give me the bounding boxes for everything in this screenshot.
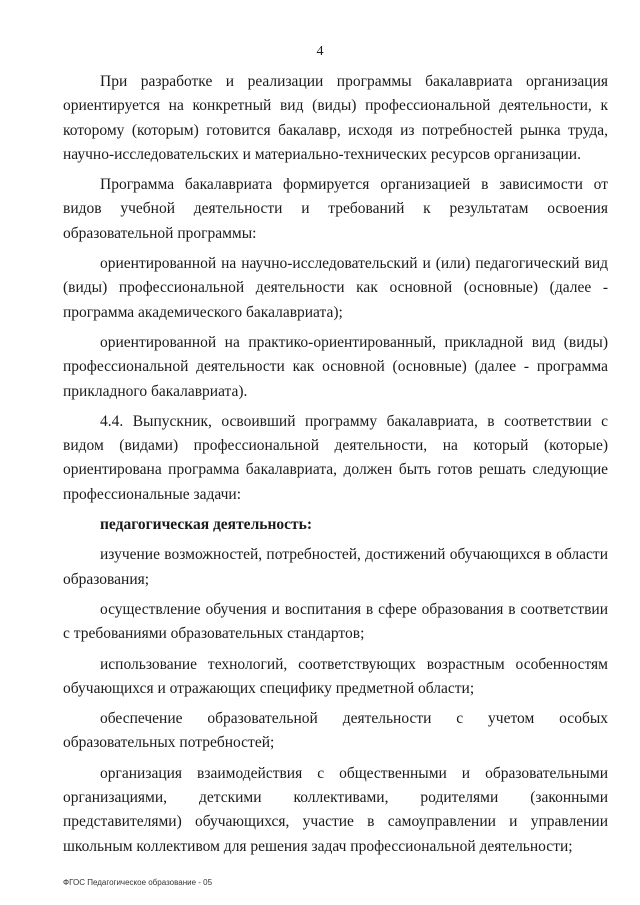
paragraph-interaction-organization: организация взаимодействия с общественными и образовательными организациями, детскими коллективами, родителями (законными представителями) обучающихся, участие в самоуправлении и управлении школьным коллективом для решения задач профессиональной деятельности; [63, 764, 608, 855]
paragraph-organization-orientation: При разработке и реализации программы бакалавриата организация ориентируется на конкретный вид (виды) профессиональной деятельности, к которому (которым) готовится бакалавр, исходя из потребностей рынка труда, научно-исследовательских и материально-технических ресурсов организации. [63, 73, 608, 163]
page-number: 4 [316, 44, 324, 59]
section-heading-pedagogical-activity: педагогическая деятельность: [100, 516, 312, 534]
paragraph-program-formation: Программа бакалавриата формируется организацией в зависимости от видов учебной деятельности и требований к результатам освоения образовательной программы: [63, 176, 608, 242]
paragraph-graduate-tasks: 4.4. Выпускник, освоивший программу бакалавриата, в соответствии с видом (видами) профессиональной деятельности, на который (которые) ориентирована программа бакалавриата, должен быть готов решать следующие профессиональные задачи: [63, 412, 608, 503]
paragraph-study-needs: изучение возможностей, потребностей, достижений обучающихся в области образования; [63, 546, 608, 588]
paragraph-academic-bachelor: ориентированной на научно-исследовательский и (или) педагогический вид (виды) профессиональной деятельности как основной (основные) (далее - программа академического бакалавриата); [63, 255, 608, 321]
paragraph-special-needs: обеспечение образовательной деятельности с учетом особых образовательных потребностей; [63, 710, 608, 752]
footer-note: ФГОС Педагогическое образование - 05 [63, 878, 213, 887]
document-body [63, 70, 608, 859]
paragraph-applied-bachelor: ориентированной на практико-ориентированный, прикладной вид (виды) профессиональной деятельности как основной (основные) (далее - программа прикладного бакалавриата). [63, 333, 608, 400]
paragraph-teaching-upbringing: осуществление обучения и воспитания в сфере образования в соответствии с требованиями образовательных стандартов; [63, 600, 608, 643]
paragraph-technologies: использование технологий, соответствующих возрастным особенностям обучающихся и отражающих специфику предметной области; [63, 655, 608, 697]
